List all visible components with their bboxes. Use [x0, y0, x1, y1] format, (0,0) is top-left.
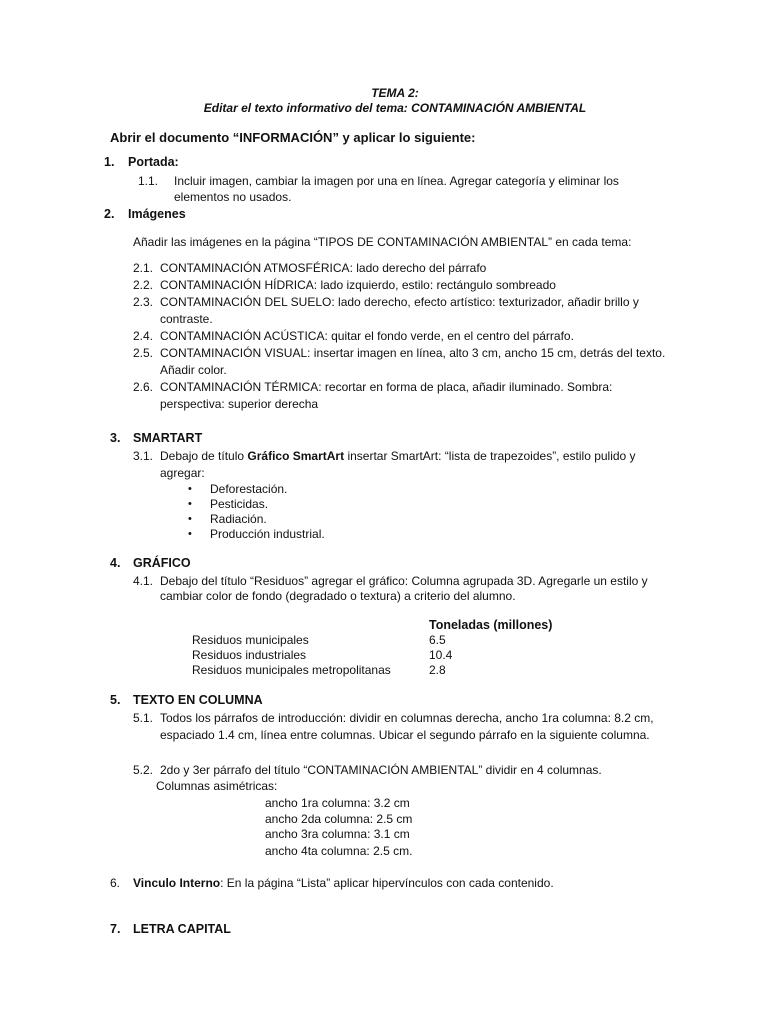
item-2-5-line-2: Añadir color. [160, 363, 227, 377]
asymmetric-columns-label: Columnas asimétricas: [156, 779, 278, 793]
item-3-1-text-pre: Debajo de título [160, 449, 248, 463]
bullet-item: Radiación. [210, 512, 267, 526]
item-2-6-line-1: CONTAMINACIÓN TÉRMICA: recortar en forma de placa, añadir iluminado. Sombra: [160, 380, 613, 394]
item-2-5-line-1: CONTAMINACIÓN VISUAL: insertar imagen en línea, alto 3 cm, ancho 15 cm, detrás del texto. [160, 346, 666, 360]
section-2-title: Imágenes [128, 207, 186, 221]
document-title: Editar el texto informativo del tema: CONTAMINACIÓN AMBIENTAL [203, 101, 587, 115]
table-header: Toneladas (millones) [429, 618, 553, 632]
item-4-1-line-1: Debajo del título “Residuos” agregar el gráfico: Columna agrupada 3D. Agregarle un estilo y [160, 574, 648, 588]
section-4-number: 4. [110, 556, 121, 570]
table-row-label: Residuos municipales metropolitanas [192, 663, 391, 677]
bullet-item: Producción industrial. [210, 527, 325, 541]
section-2-intro: Añadir las imágenes en la página “TIPOS DE CONTAMINACIÓN AMBIENTAL” en cada tema: [133, 235, 632, 249]
item-2-4-number: 2.4. [133, 329, 154, 343]
item-2-3-line-1: CONTAMINACIÓN DEL SUELO: lado derecho, efecto artístico: texturizador, añadir brillo y [160, 295, 639, 309]
item-5-2-number: 5.2. [133, 763, 154, 777]
item-3-1-line-1 [160, 449, 636, 463]
item-3-1-number: 3.1. [133, 449, 154, 463]
item-5-1-line-2: espaciado 1.4 cm, línea entre columnas. Ubicar el segundo párrafo en la siguiente columna. [160, 728, 650, 742]
item-4-1-line-2: cambiar color de fondo (degradado o textura) a criterio del alumno. [160, 589, 516, 603]
item-2-5-number: 2.5. [133, 346, 154, 360]
section-5-number: 5. [110, 693, 121, 707]
item-3-1-text-post: insertar SmartArt: “lista de trapezoides”, estilo pulido y [344, 449, 636, 463]
bullet-icon: • [188, 483, 192, 495]
section-1-number: 1. [104, 155, 115, 169]
table-row-value: 2.8 [429, 663, 446, 677]
section-1-title: Portada: [128, 155, 179, 169]
bullet-item: Deforestación. [210, 482, 288, 496]
table-row-value: 6.5 [429, 633, 446, 647]
item-2-1-text: CONTAMINACIÓN ATMOSFÉRICA: lado derecho del párrafo [160, 261, 487, 275]
bullet-icon: • [188, 513, 192, 525]
table-row-value: 10.4 [429, 648, 453, 662]
section-3-title: SMARTART [133, 431, 203, 445]
item-1-1-number: 1.1. [138, 174, 159, 188]
section-6-line [133, 876, 554, 890]
item-3-1-text-bold: Gráfico SmartArt [247, 449, 345, 463]
bullet-icon: • [188, 528, 192, 540]
section-6-text: : En la página “Lista” aplicar hipervínculos con cada contenido. [220, 876, 554, 890]
section-6-number: 6. [110, 876, 121, 890]
section-5-title: TEXTO EN COLUMNA [133, 693, 263, 707]
item-2-1-number: 2.1. [133, 261, 154, 275]
column-width-line: ancho 4ta columna: 2.5 cm. [265, 844, 413, 858]
item-2-2-number: 2.2. [133, 278, 154, 292]
item-2-6-number: 2.6. [133, 380, 154, 394]
item-5-1-line-1: Todos los párrafos de introducción: dividir en columnas derecha, ancho 1ra columna: 8.2 cm, [160, 711, 654, 725]
item-1-1-line-1: Incluir imagen, cambiar la imagen por una en línea. Agregar categoría y eliminar los [174, 174, 619, 188]
column-width-line: ancho 1ra columna: 3.2 cm [265, 796, 410, 810]
bullet-item: Pesticidas. [210, 497, 269, 511]
section-7-title: LETRA CAPITAL [133, 922, 231, 936]
bullet-icon: • [188, 498, 192, 510]
item-2-2-text: CONTAMINACIÓN HÍDRICA: lado izquierdo, estilo: rectángulo sombreado [160, 278, 556, 292]
table-row-label: Residuos municipales [192, 633, 309, 647]
item-5-1-number: 5.1. [133, 711, 154, 725]
item-2-3-number: 2.3. [133, 295, 154, 309]
table-row-label: Residuos industriales [192, 648, 307, 662]
tema-label: TEMA 2: [371, 86, 419, 100]
section-4-title: GRÁFICO [133, 556, 191, 570]
item-5-2-text: 2do y 3er párrafo del título “CONTAMINACIÓN AMBIENTAL” dividir en 4 columnas. [160, 763, 602, 777]
item-2-4-text: CONTAMINACIÓN ACÚSTICA: quitar el fondo verde, en el centro del párrafo. [160, 329, 574, 343]
item-3-1-line-2: agregar: [160, 466, 205, 480]
section-3-number: 3. [110, 431, 121, 445]
instruction-line: Abrir el documento “INFORMACIÓN” y aplicar lo siguiente: [110, 130, 476, 145]
section-7-number: 7. [110, 922, 121, 936]
section-6-title: Vinculo Interno [133, 876, 221, 890]
column-width-line: ancho 2da columna: 2.5 cm [265, 812, 413, 826]
section-2-number: 2. [104, 207, 115, 221]
item-2-6-line-2: perspectiva: superior derecha [160, 397, 319, 411]
item-4-1-number: 4.1. [133, 574, 154, 588]
column-width-line: ancho 3ra columna: 3.1 cm [265, 827, 410, 841]
item-2-3-line-2: contraste. [160, 312, 213, 326]
item-1-1-line-2: elementos no usados. [174, 190, 292, 204]
